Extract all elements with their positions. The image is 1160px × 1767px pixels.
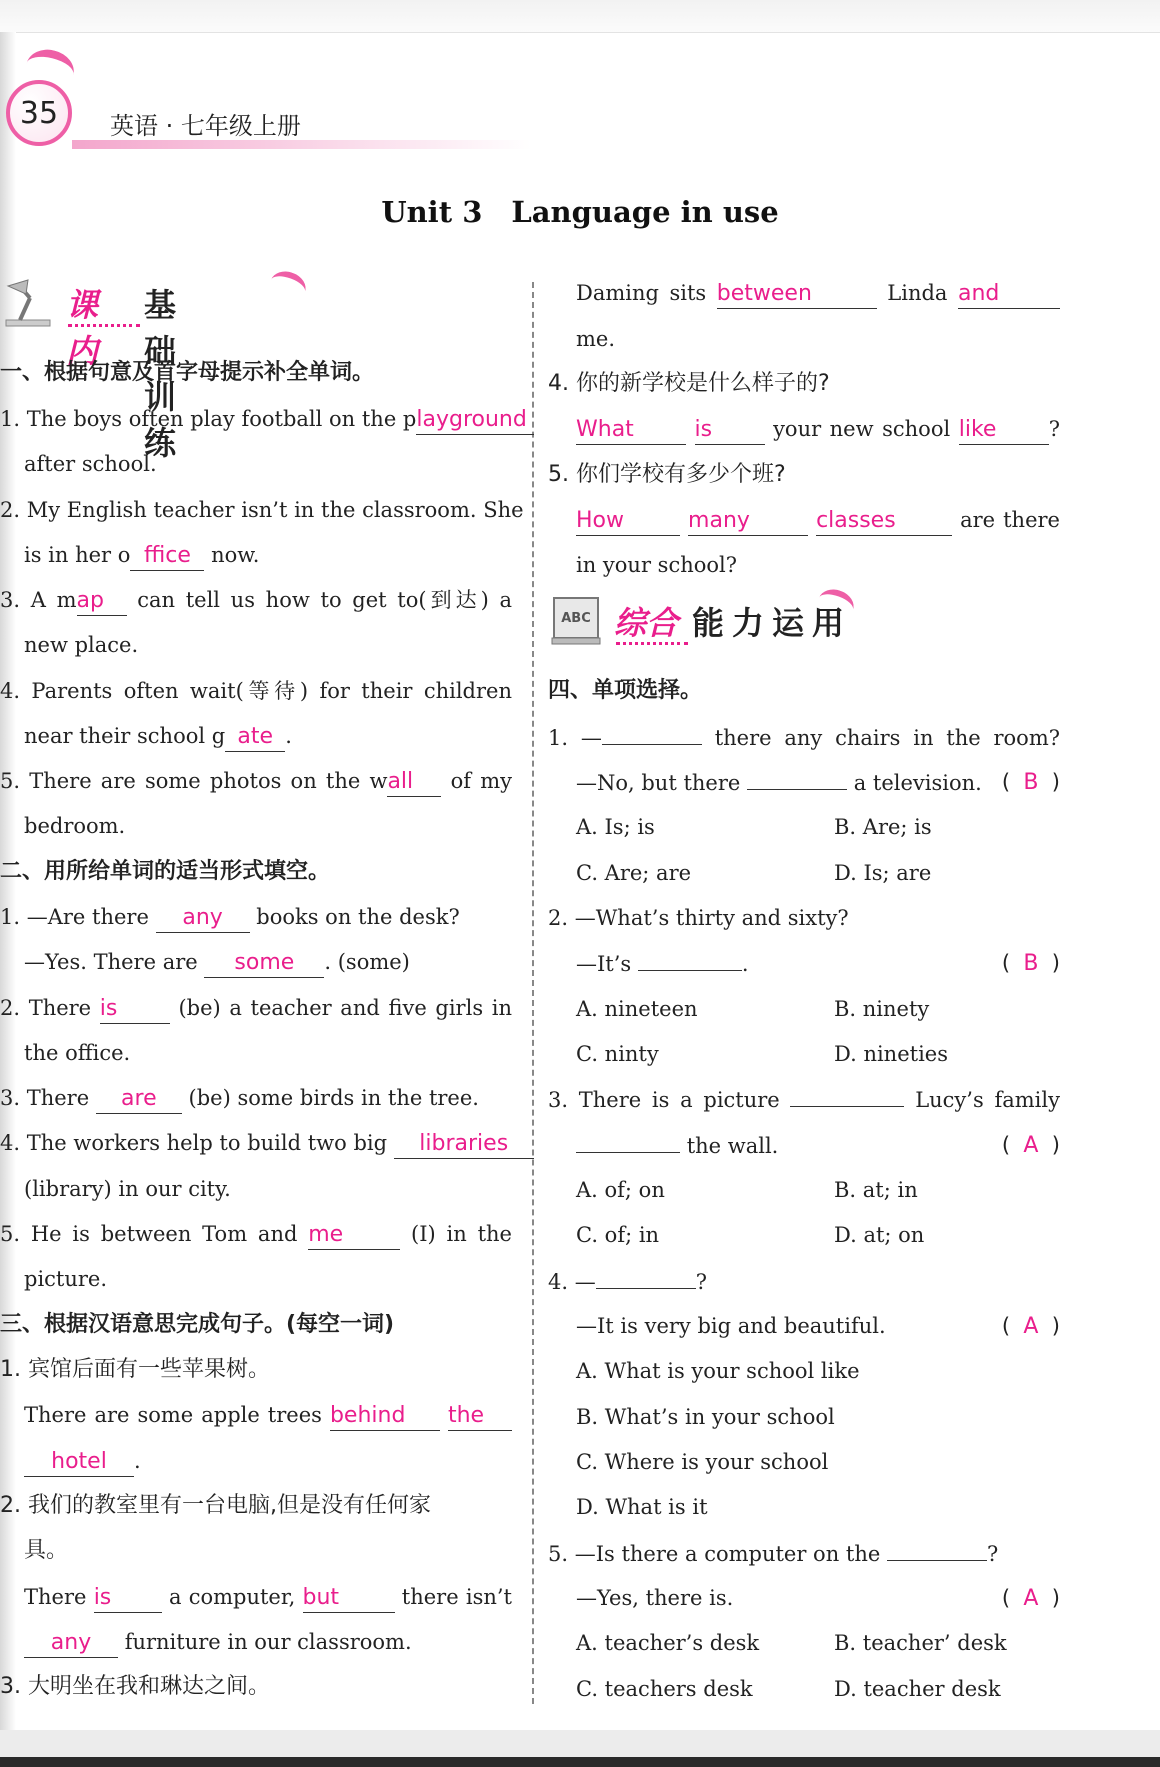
answer-blank[interactable] xyxy=(747,759,847,790)
answer-blank[interactable]: ate xyxy=(225,721,285,752)
s2-q1-line1: 1. —Are there any books on the desk? xyxy=(0,894,512,940)
answer-blank[interactable]: How xyxy=(576,505,680,536)
option[interactable]: B. ninety xyxy=(834,997,930,1021)
answer-blank[interactable] xyxy=(638,940,742,971)
s4-q5-line1: 5. —Is there a computer on the ? xyxy=(548,1530,1060,1576)
page-top-edge xyxy=(0,0,1160,33)
s4-q3-options-row2 xyxy=(576,1212,1060,1258)
s3-q3-line1: Daming sits between Linda and xyxy=(576,270,1060,316)
banner-dots xyxy=(68,324,140,327)
option[interactable]: D. at; on xyxy=(834,1223,925,1247)
option[interactable]: D. teacher desk xyxy=(834,1677,1001,1701)
option[interactable]: A. Is; is xyxy=(576,815,655,839)
s2-q2-line2: the office. xyxy=(24,1041,131,1065)
s4-q1-line2: —No, but there a television. ( B ) xyxy=(576,759,1060,805)
s3-q2-line1: There is a computer, but there isn’t xyxy=(24,1574,512,1620)
s1-q3-line2: new place. xyxy=(24,633,139,657)
section-4-heading: 四、单项选择。 xyxy=(548,678,703,703)
s1-q4-line1: 4. Parents often wait(等待) for their children xyxy=(0,679,512,703)
s3-q5-line2: in your school? xyxy=(576,553,737,577)
answer-blank[interactable]: is xyxy=(100,993,170,1024)
option[interactable]: B. teacher’ desk xyxy=(834,1631,1007,1655)
s4-q5-options-row1 xyxy=(576,1620,1060,1666)
s1-q2-line2: is in her o ffice now. xyxy=(24,532,512,578)
s1-q2-line1: 2. My English teacher isn’t in the classroom. She xyxy=(0,498,524,522)
answer-blank[interactable]: but xyxy=(303,1582,395,1613)
s2-q3-line1: 3. There are (be) some birds in the tree. xyxy=(0,1075,512,1121)
answer-paren[interactable]: ( A ) xyxy=(1001,1586,1060,1611)
banner-arc xyxy=(266,267,309,306)
answer-paren[interactable]: ( A ) xyxy=(1001,1133,1060,1158)
answer-blank[interactable]: many xyxy=(688,505,808,536)
s4-q3-line1: 3. There is a picture Lucy’s family xyxy=(548,1076,1060,1122)
column-divider xyxy=(532,282,534,1704)
s2-q5-line1: 5. He is between Tom and me (I) in the xyxy=(0,1211,512,1257)
s4-q2-line1: 2. —What’s thirty and sixty? xyxy=(548,906,849,930)
s2-q2-line1: 2. There is (be) a teacher and five girls in xyxy=(0,985,512,1031)
answer-paren[interactable]: ( B ) xyxy=(1001,770,1060,795)
s1-q4-line2: near their school g ate . xyxy=(24,713,512,759)
answer-blank[interactable]: the xyxy=(448,1400,512,1431)
section-1-heading: 一、根据句意及首字母提示补全单词。 xyxy=(0,360,375,385)
option[interactable]: A. What is your school like xyxy=(576,1359,860,1383)
header-bar xyxy=(72,140,532,149)
book-title: 英语 · 七年级上册 xyxy=(110,112,301,140)
answer-blank[interactable]: all xyxy=(387,766,441,797)
option[interactable]: D. nineties xyxy=(834,1042,948,1066)
answer-blank[interactable]: What xyxy=(576,414,686,445)
answer-blank[interactable]: are xyxy=(96,1083,182,1114)
page-number: 35 xyxy=(19,95,59,131)
s3-q4-line1: What is your new school like ? xyxy=(576,406,1060,452)
s2-q4-line1: 4. The workers help to build two big libraries xyxy=(0,1120,512,1166)
option[interactable]: A. nineteen xyxy=(576,997,698,1021)
option[interactable]: D. Is; are xyxy=(834,861,932,885)
s4-q2-options-row2 xyxy=(576,1031,1060,1077)
option[interactable]: B. Are; is xyxy=(834,815,932,839)
s4-q3-line2: the wall. ( A ) xyxy=(576,1122,1060,1168)
s4-q5-line2: —Yes, there is. ( A ) xyxy=(576,1575,1060,1621)
s3-q2-chinese-2: 具。 xyxy=(24,1538,69,1563)
banner-basic-black: 基础训练 xyxy=(144,286,185,462)
answer-blank[interactable]: any xyxy=(156,902,250,933)
option[interactable]: A. teacher’s desk xyxy=(576,1631,760,1655)
s2-q4-line2: (library) in our city. xyxy=(24,1177,231,1201)
answer-blank[interactable]: is xyxy=(94,1582,162,1613)
s1-q1-line2: after school. xyxy=(24,452,157,476)
banner-comprehensive-pink: 综合 xyxy=(614,604,679,642)
unit-title: Unit 3 Language in use xyxy=(381,195,779,229)
section-3-heading: 三、根据汉语意思完成句子。(每空一词) xyxy=(0,1312,395,1337)
s4-q4-line1: 4. — ? xyxy=(548,1258,1060,1304)
s3-q3-chinese: 3. 大明坐在我和琳达之间。 xyxy=(0,1674,270,1699)
s3-q5-chinese: 5. 你们学校有多少个班? xyxy=(548,462,786,487)
answer-blank[interactable] xyxy=(602,714,702,745)
s1-q3-line1: 3. A map can tell us how to get to(到达) a xyxy=(0,577,512,623)
s1-q5-line1: 5. There are some photos on the wall of my xyxy=(0,758,512,804)
option[interactable]: C. ninty xyxy=(576,1042,659,1066)
s4-q3-options-row1 xyxy=(576,1167,1060,1213)
option[interactable]: B. at; in xyxy=(834,1178,918,1202)
s4-q5-options-row2 xyxy=(576,1666,1060,1712)
answer-blank[interactable] xyxy=(790,1076,904,1107)
section-2-heading: 二、用所给单词的适当形式填空。 xyxy=(0,859,331,884)
banner-basic-pink: 课内 xyxy=(66,286,99,370)
answer-paren[interactable]: ( B ) xyxy=(1001,951,1060,976)
s3-q1-chinese: 1. 宾馆后面有一些苹果树。 xyxy=(0,1357,270,1382)
page-bottom-edge xyxy=(0,1730,1160,1767)
option[interactable]: C. Where is your school xyxy=(576,1450,829,1474)
s3-q3-line2: me. xyxy=(576,327,616,351)
s3-q2-chinese-1: 2. 我们的教室里有一台电脑,但是没有任何家 xyxy=(0,1493,431,1518)
answer-blank[interactable] xyxy=(887,1530,987,1561)
s1-q5-line2: bedroom. xyxy=(24,814,126,838)
s2-q1-line2: —Yes. There are some . (some) xyxy=(24,939,512,985)
screen-bottom-bar xyxy=(0,1757,1160,1767)
desk-lamp-icon xyxy=(0,276,60,328)
s1-q1-line1: 1. The boys often play football on the playground xyxy=(0,396,512,442)
answer-blank[interactable]: is xyxy=(695,414,765,445)
answer-blank[interactable]: hotel xyxy=(24,1446,134,1477)
s3-q1-line2: hotel . xyxy=(24,1438,512,1484)
s4-q2-options-row1 xyxy=(576,986,1060,1032)
answer-blank[interactable]: classes xyxy=(816,505,952,536)
answer-blank[interactable]: me xyxy=(308,1219,400,1250)
answer-blank[interactable]: between xyxy=(717,278,877,309)
answer-blank[interactable] xyxy=(576,1122,680,1153)
answer-blank[interactable]: layground xyxy=(416,404,534,435)
s2-q5-line2: picture. xyxy=(24,1267,108,1291)
page-number-badge xyxy=(6,80,72,146)
svg-text:ABC: ABC xyxy=(561,611,591,626)
s4-q1-options-row1 xyxy=(576,804,1060,850)
option[interactable]: D. What is it xyxy=(576,1495,708,1519)
s3-q2-line2: any furniture in our classroom. xyxy=(24,1619,512,1665)
option[interactable]: B. What’s in your school xyxy=(576,1405,835,1429)
answer-paren[interactable]: ( A ) xyxy=(1001,1314,1060,1339)
banner-comprehensive xyxy=(548,590,868,650)
s4-q2-line2: —It’s . ( B ) xyxy=(576,940,1060,986)
answer-blank[interactable]: behind xyxy=(330,1400,440,1431)
banner-dots xyxy=(616,642,688,645)
answer-blank[interactable]: and xyxy=(958,278,1060,309)
abc-book-icon xyxy=(548,594,608,646)
s3-q4-chinese: 4. 你的新学校是什么样子的? xyxy=(548,371,830,396)
s3-q1-line1: There are some apple trees behind the xyxy=(24,1392,512,1438)
answer-blank[interactable]: ap xyxy=(77,585,127,616)
banner-comprehensive-black: 能力运用 xyxy=(692,604,853,642)
answer-blank[interactable]: libraries xyxy=(394,1128,534,1159)
option[interactable]: A. of; on xyxy=(576,1178,665,1202)
s4-q1-options-row2 xyxy=(576,850,1060,896)
option[interactable]: C. Are; are xyxy=(576,861,692,885)
s3-q5-line1: How many classes are there xyxy=(576,497,1060,543)
option[interactable]: C. of; in xyxy=(576,1223,660,1247)
answer-blank[interactable]: any xyxy=(24,1627,118,1658)
answer-blank[interactable]: ffice xyxy=(130,540,204,571)
answer-blank[interactable]: some xyxy=(204,947,324,978)
answer-blank[interactable] xyxy=(596,1258,696,1289)
s4-q1-line1: 1. — there any chairs in the room? xyxy=(548,714,1060,760)
s4-q4-line2: —It is very big and beautiful. ( A ) xyxy=(576,1303,1060,1349)
option[interactable]: C. teachers desk xyxy=(576,1677,753,1701)
answer-blank[interactable]: like xyxy=(959,414,1049,445)
